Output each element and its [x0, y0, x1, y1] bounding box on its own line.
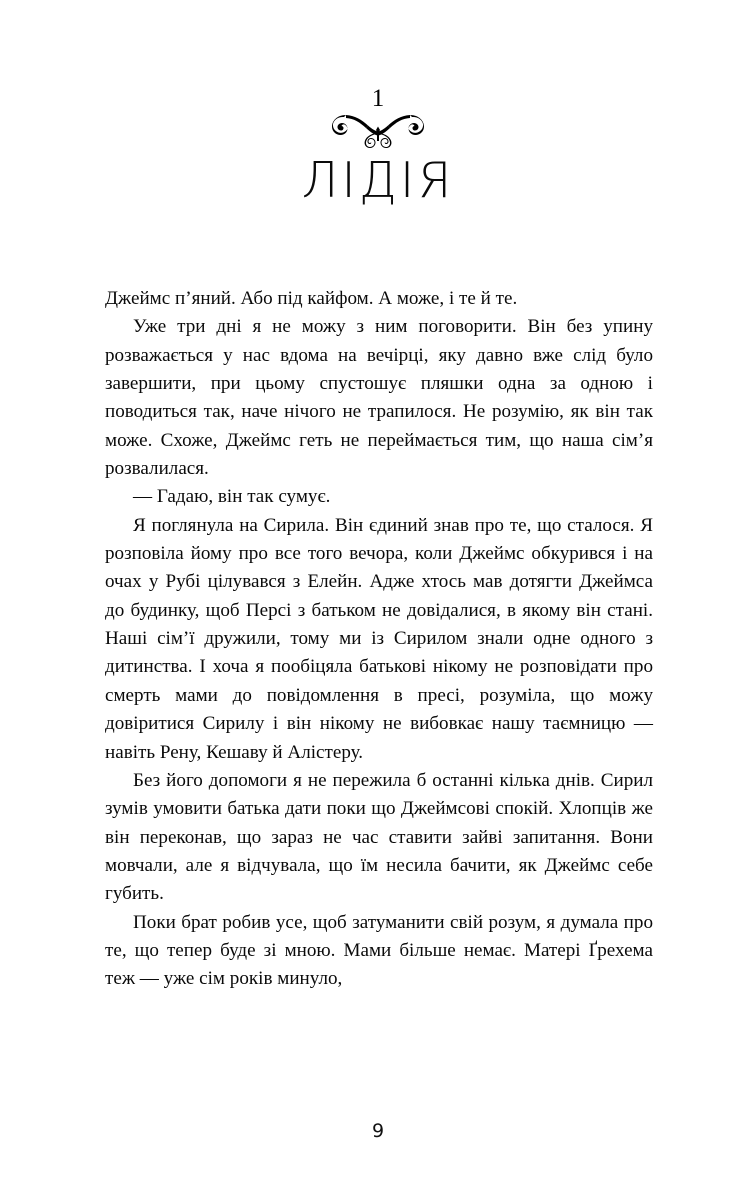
chapter-ornament-block [0, 86, 756, 148]
chapter-header [0, 86, 756, 208]
chapter-number: 1 [371, 85, 385, 112]
flourish-ornament-icon [324, 110, 432, 148]
chapter-body [105, 285, 653, 994]
paragraph-dialogue: — Гадаю, він так сумує. [133, 486, 331, 508]
chapter-title: ЛІДІЯ [301, 152, 455, 209]
page-number: 9 [371, 1120, 385, 1142]
paragraph: Я поглянула на Сирила. Він єдиний знав про те, що сталося. Я розповіла йому про все того вечора, коли Джеймс обкурився і на очах у Рубі цілувався з Елейн. Адже хтось мав дотягти Джеймса до будинку, щоб Персі з батьком не довідалися, в якому він стані. Наші сім’ї дружили, тому ми із Сирилом знали одне одного з дитинства. І хоча я пообіцяла батькові нікому не розповідати про смерть мами до повідомлення в пресі, розуміла, що можу довіритися Сирилу і він нікому не вибовкає нашу таємницю — навіть Рену, Кешаву й Алістеру. [105, 514, 653, 763]
paragraph: Без його допомоги я не пережила б останні кілька днів. Сирил зумів умовити батька дати поки що Джеймсові спокій. Хлопців же він переконав, що зараз не час ставити зайві запитання. Вони мовчали, але я відчувала, що їм несила бачити, як Джеймс себе губить. [105, 769, 653, 905]
paragraph: Джеймс п’яний. Або під кайфом. А може, і те й те. [105, 288, 518, 309]
paragraph: Поки брат робив усе, щоб затуманити свій розум, я думала про те, що тепер буде зі мною. Мами більше немає. Матері Ґрехема теж — уже сім років минуло, [105, 911, 653, 990]
paragraph: Уже три дні я не можу з ним поговорити. Він без упину розважається у нас вдома на вечірці, яку давно вже слід було завершити, при цьому спустошує пляшки одна за одною і поводиться так, наче нічого не трапилося. Не розумію, як він так може. Схоже, Джеймс геть не переймається тим, що наша сім’я розвалилася. [105, 316, 653, 480]
